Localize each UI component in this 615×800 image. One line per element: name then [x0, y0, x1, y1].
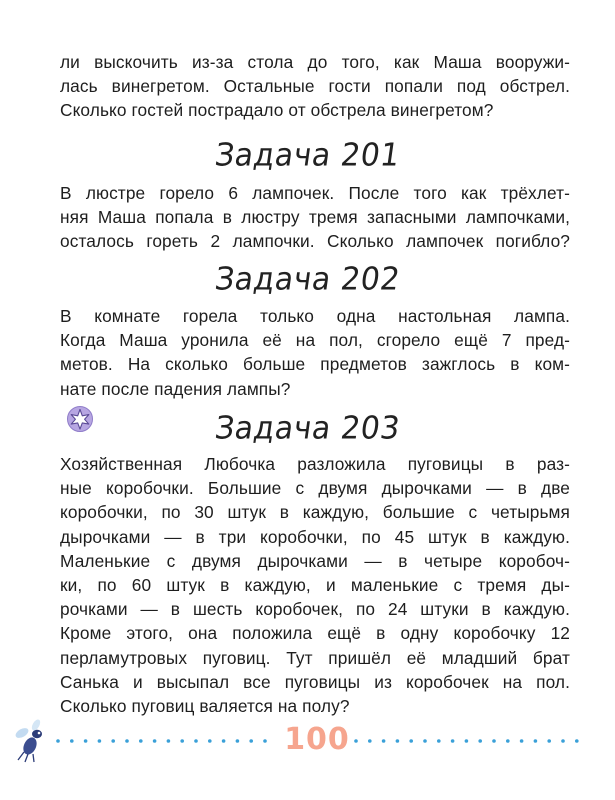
problem-line: Санька и высыпал все пуговицы из коробочек на пол.: [60, 671, 570, 692]
footer-dot: [194, 739, 198, 743]
problem-line: ки, по 60 штук в каждую, и маленькие с тремя ды-: [60, 575, 570, 596]
problem-line: перламутровых пуговиц. Тут пришёл её младший брат: [60, 647, 570, 668]
footer-dot: [236, 739, 240, 743]
footer-dot: [180, 739, 184, 743]
footer-dot: [263, 739, 267, 743]
problem-201-text: [60, 181, 570, 254]
problem-line: рочками — в шесть коробочек, по 24 штуки в каждую.: [60, 599, 570, 620]
footer-dot: [382, 739, 386, 743]
problem-line: ные коробочки. Большие с двумя дырочками — в две: [60, 478, 570, 499]
footer-dot: [249, 739, 253, 743]
footer-dot: [125, 739, 129, 743]
footer-dot: [84, 739, 88, 743]
footer-dot: [208, 739, 212, 743]
problem-201-title: Задача 201: [212, 137, 403, 174]
footer-dot: [396, 739, 400, 743]
footer-dot: [368, 739, 372, 743]
fly-icon: [14, 718, 42, 762]
intro-line: ли выскочить из-за стола до того, как Маша вооружи-: [60, 52, 570, 72]
problem-line: нате после падения лампы?: [60, 378, 291, 399]
problem-line: няя Маша попала в люстру тремя запасными лампочками,: [60, 207, 570, 228]
problem-202-text: [60, 304, 570, 401]
problem-line: Сколько пуговиц валяется на полу?: [60, 696, 350, 717]
footer-dot: [409, 739, 413, 743]
footer-dot: [451, 739, 455, 743]
problem-line: Хозяйственная Любочка разложила пуговицы в раз-: [60, 454, 570, 474]
footer-dot: [547, 739, 551, 743]
footer-dot: [534, 739, 538, 743]
footer-dot: [222, 739, 226, 743]
problem-line: В комнате горела только одна настольная лампа.: [60, 306, 570, 326]
footer-dot: [98, 739, 102, 743]
footer-dot: [561, 739, 565, 743]
problem-line: Когда Маша уронила её на пол, сгорело ещё 7 пред-: [60, 330, 570, 351]
intro-line: лась винегретом. Остальные гости попали под обстрел.: [60, 76, 570, 97]
footer-dot: [111, 739, 115, 743]
problem-line: коробочки, по 30 штук в каждую, большие с четырьмя: [60, 502, 570, 523]
footer-dot: [139, 739, 143, 743]
footer-dot: [575, 739, 579, 743]
problem-line: метов. На сколько больше предметов зажглось в ком-: [60, 354, 570, 375]
footer-dot: [437, 739, 441, 743]
problem-line: Кроме этого, она положила ещё в одну коробочку 12: [60, 623, 570, 644]
problem-203-title: Задача 203: [212, 410, 403, 447]
problem-203-text: [60, 452, 570, 718]
footer-dot: [492, 739, 496, 743]
footer-dot: [423, 739, 427, 743]
footer-dot: [70, 739, 74, 743]
intro-paragraph: [60, 50, 570, 123]
problem-202-title: Задача 202: [212, 261, 403, 298]
footer-dot: [465, 739, 469, 743]
problem-line: осталось гореть 2 лампочки. Сколько лампочек погибло?: [60, 231, 570, 252]
problem-line: Маленькие с двумя дырочками — в четыре коробоч-: [60, 550, 570, 571]
page-number: 100: [284, 722, 350, 757]
footer-dot: [167, 739, 171, 743]
footer-dot: [56, 739, 60, 743]
footer-dot: [354, 739, 358, 743]
footer-dot: [506, 739, 510, 743]
problem-line: дырочками — в три коробочки, по 45 штук в каждую.: [60, 526, 570, 547]
intro-line: Сколько гостей пострадало от обстрела винегретом?: [60, 100, 494, 121]
footer-dot: [153, 739, 157, 743]
problem-line: В люстре горело 6 лампочек. После того как трёхлет-: [60, 183, 570, 203]
footer-dot: [478, 739, 482, 743]
footer-dot: [520, 739, 524, 743]
